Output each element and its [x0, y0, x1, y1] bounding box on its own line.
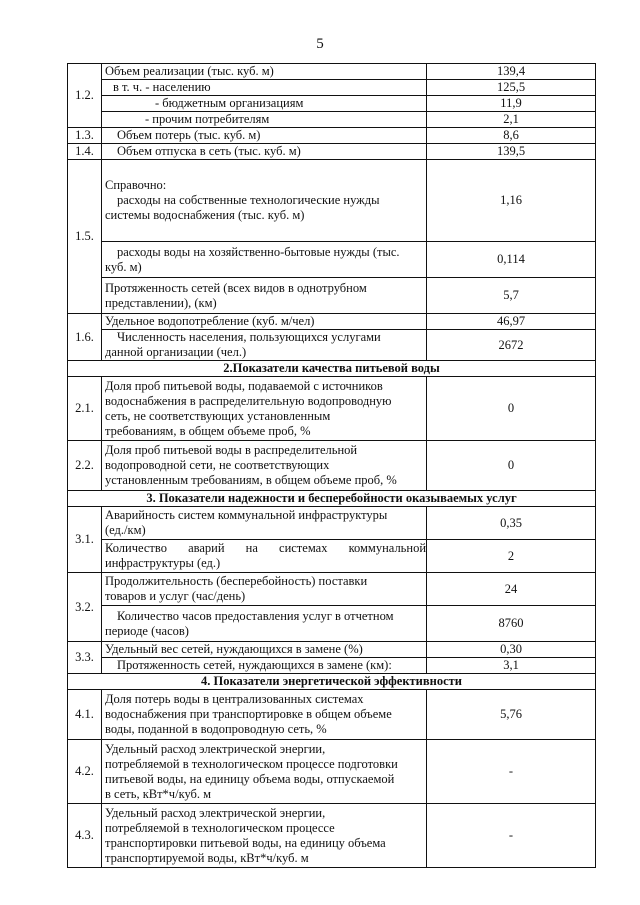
table-row [68, 540, 596, 573]
row-label [102, 96, 427, 112]
row-number: 1.2. [68, 64, 102, 128]
row-label [102, 144, 427, 160]
label-line: водоснабжения при транспортировке в общем объеме [105, 707, 392, 721]
label-line: товаров и услуг (час/день) [105, 589, 246, 603]
label-line: Продолжительность (бесперебойность) поставки [105, 574, 368, 588]
label-line: Протяженность сетей, нуждающихся в замене (км): [117, 658, 392, 672]
label-line: инфраструктуры (ед.) [105, 556, 221, 570]
section-header-row [68, 361, 596, 377]
table-row [68, 96, 596, 112]
label-line: расходы на собственные технологические нужды [117, 193, 380, 207]
label-line: куб. м) [105, 259, 142, 274]
row-value: 8,6 [427, 128, 596, 144]
label-line: Удельный расход электрической энергии, [105, 805, 326, 820]
label-line: Удельное водопотребление (куб. м/чел) [105, 314, 315, 328]
row-label [102, 160, 427, 242]
row-value: 0 [427, 377, 596, 441]
row-value: 2672 [427, 330, 596, 361]
row-value: 5,76 [427, 690, 596, 740]
row-label [102, 804, 427, 868]
label-line: в т. ч. - населению [113, 80, 211, 94]
label-line: представлении), (км) [105, 295, 217, 310]
row-label [102, 740, 427, 804]
label-line: воды, поданной в водопроводную сеть, % [105, 722, 327, 736]
row-value: 8760 [427, 606, 596, 642]
table-row [68, 80, 596, 96]
label-line: данной организации (чел.) [105, 345, 247, 359]
row-label [102, 507, 427, 540]
table-row [68, 804, 596, 868]
row-number: 1.4. [68, 144, 102, 160]
table-row [68, 377, 596, 441]
row-value: - [427, 740, 596, 804]
label-line: Доля потерь воды в централизованных системах [105, 692, 364, 706]
label-line: требованиям, в общем объеме проб, % [105, 423, 311, 438]
label-line: Аварийность систем коммунальной инфраструктуры [105, 508, 388, 522]
label-line: потребляемой в технологическом процессе [105, 820, 335, 835]
table-row [68, 507, 596, 540]
row-label [102, 441, 427, 491]
label-line: сеть, не соответствующих установленным [105, 408, 331, 423]
label-line: Доля проб питьевой воды в распределительной [105, 443, 358, 457]
row-label [102, 330, 427, 361]
row-label [102, 112, 427, 128]
label-line: Протяженность сетей (всех видов в однотрубном [105, 280, 367, 295]
row-value: 0,35 [427, 507, 596, 540]
row-value: 1,16 [427, 160, 596, 242]
row-label [102, 658, 427, 674]
row-label [102, 128, 427, 144]
row-value: 2 [427, 540, 596, 573]
row-number: 3.2. [68, 573, 102, 642]
row-label [102, 314, 427, 330]
page-number: 5 [316, 36, 324, 52]
label-line: Доля проб питьевой воды, подаваемой с источников [105, 378, 383, 393]
row-number: 4.1. [68, 690, 102, 740]
row-value: 11,9 [427, 96, 596, 112]
row-number: 1.3. [68, 128, 102, 144]
label-line: Удельный расход электрической энергии, [105, 741, 326, 756]
row-number: 2.1. [68, 377, 102, 441]
table-row [68, 160, 596, 242]
label-line: водопроводной сети, не соответствующих [105, 458, 330, 472]
row-number: 1.6. [68, 314, 102, 361]
label-line: - прочим потребителям [145, 112, 270, 126]
row-value: 0 [427, 441, 596, 491]
label-line: Численность населения, пользующихся услугами [117, 330, 381, 344]
table-row [68, 642, 596, 658]
row-label [102, 377, 427, 441]
label-line: Объем отпуска в сеть (тыс. куб. м) [117, 144, 301, 158]
row-label [102, 80, 427, 96]
section-title: 2.Показатели качества питьевой воды [68, 361, 596, 377]
label-line: Объем потерь (тыс. куб. м) [117, 128, 261, 142]
row-label [102, 573, 427, 606]
table-row [68, 573, 596, 606]
row-value: 24 [427, 573, 596, 606]
section-title: 4. Показатели энергетической эффективности [68, 674, 596, 690]
table-row [68, 740, 596, 804]
label-line: Объем реализации (тыс. куб. м) [105, 64, 274, 78]
section-title: 3. Показатели надежности и бесперебойности оказываемых услуг [68, 491, 596, 507]
row-value: 3,1 [427, 658, 596, 674]
row-number: 4.2. [68, 740, 102, 804]
label-line: в сеть, кВт*ч/куб. м [105, 786, 212, 801]
row-value: - [427, 804, 596, 868]
row-value: 0,30 [427, 642, 596, 658]
table-row [68, 330, 596, 361]
label-line: расходы воды на хозяйственно-бытовые нужды (тыс. [117, 244, 400, 259]
table-row [68, 278, 596, 314]
row-number: 2.2. [68, 441, 102, 491]
section-header-row [68, 674, 596, 690]
row-value: 139,5 [427, 144, 596, 160]
row-value: 46,97 [427, 314, 596, 330]
label-line: установленным требованиям, в общем объеме проб, % [105, 473, 397, 487]
table-row [68, 144, 596, 160]
label-line: водоснабжения в распределительную водопроводную [105, 393, 392, 408]
label-line: - бюджетным организациям [155, 96, 304, 110]
row-number: 4.3. [68, 804, 102, 868]
row-number: 3.3. [68, 642, 102, 674]
label-line: транспортируемой воды, кВт*ч/куб. м [105, 850, 309, 865]
label-line: Справочно: [105, 178, 167, 192]
label-line: Количество аварий на системах коммунальной [105, 541, 427, 555]
row-label [102, 690, 427, 740]
row-label [102, 540, 427, 573]
indicators-table [67, 63, 596, 868]
label-line: системы водоснабжения (тыс. куб. м) [105, 208, 305, 222]
row-label [102, 242, 427, 278]
table-row [68, 314, 596, 330]
table-row [68, 242, 596, 278]
table-row [68, 606, 596, 642]
row-value: 139,4 [427, 64, 596, 80]
label-line: (ед./км) [105, 523, 146, 537]
row-label [102, 278, 427, 314]
table-row [68, 690, 596, 740]
row-label [102, 64, 427, 80]
label-line: транспортировки питьевой воды, на единицу объема [105, 835, 386, 850]
section-header-row [68, 491, 596, 507]
label-line: периоде (часов) [105, 623, 189, 638]
row-value: 0,114 [427, 242, 596, 278]
label-line: потребляемой в технологическом процессе подготовки [105, 756, 398, 771]
table-row [68, 441, 596, 491]
table-row [68, 658, 596, 674]
row-number: 1.5. [68, 160, 102, 314]
label-line: Количество часов предоставления услуг в отчетном [117, 608, 394, 623]
row-number: 3.1. [68, 507, 102, 573]
row-value: 2,1 [427, 112, 596, 128]
label-line: питьевой воды, на единицу объема воды, отпускаемой [105, 771, 395, 786]
row-value: 125,5 [427, 80, 596, 96]
table-row [68, 128, 596, 144]
table-row [68, 64, 596, 80]
table-row [68, 112, 596, 128]
row-label [102, 606, 427, 642]
label-line: Удельный вес сетей, нуждающихся в замене (%) [105, 642, 363, 656]
row-label [102, 642, 427, 658]
row-value: 5,7 [427, 278, 596, 314]
